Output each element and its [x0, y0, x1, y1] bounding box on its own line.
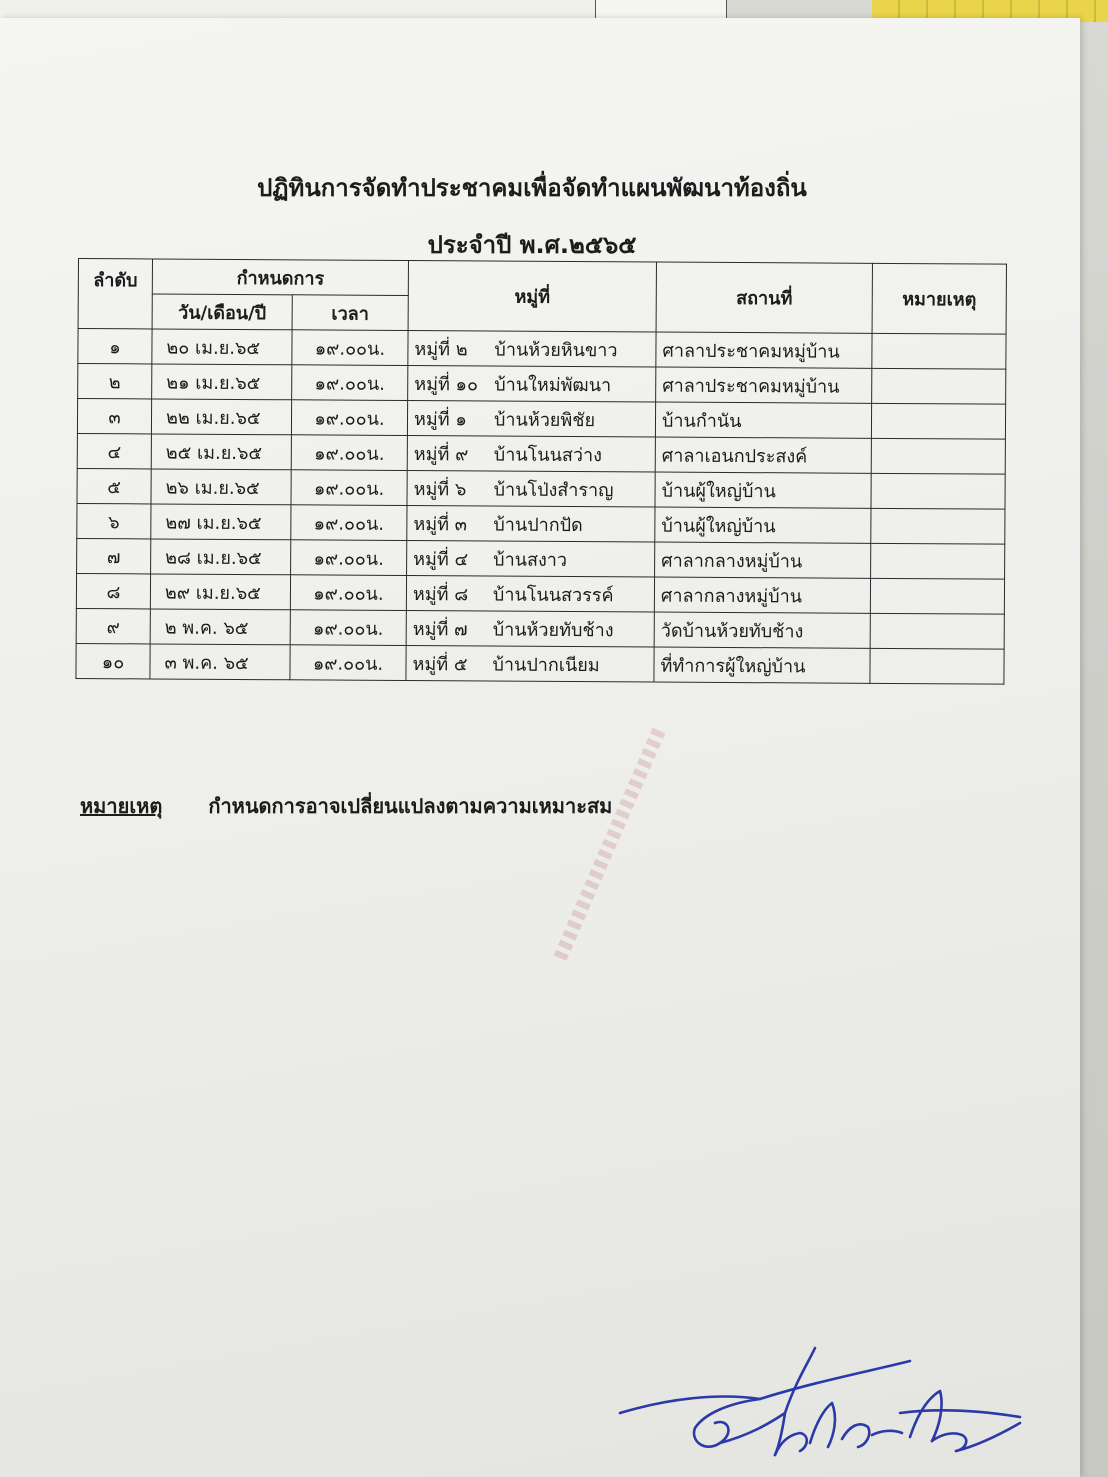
cell-remark [870, 648, 1004, 684]
cell-village-name: บ้านห้วยพิชัย [493, 409, 596, 431]
document-subtitle-year: ประจำปี พ.ศ.๒๕๖๕ [427, 231, 637, 259]
schedule-table [75, 258, 1007, 685]
cell-remark [872, 333, 1006, 369]
cell-time: ๑๙.๐๐น. [292, 365, 408, 401]
cell-place: บ้านผู้ใหญ่บ้าน [655, 507, 871, 543]
table-row [77, 433, 1005, 474]
cell-moo: หมู่ที่ ๑ [413, 408, 467, 430]
cell-remark [871, 403, 1005, 439]
table-row [77, 538, 1005, 579]
cell-date: ๒๐ เม.ย.๖๕ [152, 329, 292, 365]
cell-date: ๒๕ เม.ย.๖๕ [151, 434, 291, 470]
cell-remark [871, 473, 1005, 509]
cell-village-name: บ้านโนนสว่าง [493, 444, 602, 466]
header-schedule: กำหนดการ [152, 259, 408, 296]
cell-place: ศาลาประชาคมหมู่บ้าน [656, 367, 872, 403]
cell-place: ที่ทำการผู้ใหญ่บ้าน [654, 647, 870, 683]
footnote-text: กำหนดการอาจเปลี่ยนแปลงตามความเหมาะสม [208, 794, 613, 818]
cell-remark [871, 438, 1005, 474]
cell-order: ๕ [77, 468, 151, 503]
cell-order: ๑ [78, 329, 152, 364]
cell-remark [870, 578, 1004, 614]
cell-date: ๒๒ เม.ย.๖๕ [151, 399, 291, 435]
cell-time: ๑๙.๐๐น. [290, 610, 406, 646]
cell-place: ศาลากลางหมู่บ้าน [654, 577, 870, 613]
cell-village [407, 401, 655, 438]
cell-moo: หมู่ที่ ๒ [414, 338, 468, 360]
cell-village-name: บ้านปากเนียม [492, 654, 600, 676]
cell-time: ๑๙.๐๐น. [290, 645, 406, 681]
cell-date: ๓ พ.ค. ๖๕ [150, 644, 290, 680]
cell-moo: หมู่ที่ ๔ [413, 548, 469, 570]
cell-moo: หมู่ที่ ๙ [413, 443, 469, 465]
cell-village [406, 646, 654, 683]
cell-village [407, 541, 655, 578]
header-place: สถานที่ [656, 262, 872, 333]
header-remark: หมายเหตุ [872, 263, 1006, 334]
cell-village-name: บ้านใหม่พัฒนา [494, 374, 612, 396]
table-row [76, 573, 1004, 614]
cell-village-name: บ้านโป่งสำราญ [493, 479, 614, 501]
cell-village-name: บ้านโนนสวรรค์ [492, 584, 614, 606]
cell-order: ๒ [78, 364, 152, 399]
cell-village [407, 471, 655, 508]
cell-moo: หมู่ที่ ๖ [413, 478, 467, 500]
table-row [77, 503, 1005, 544]
cell-time: ๑๙.๐๐น. [292, 330, 408, 366]
cell-place: บ้านผู้ใหญ่บ้าน [655, 472, 871, 508]
cell-village [407, 436, 655, 473]
cell-village-name: บ้านสงาว [493, 549, 568, 571]
cell-village [406, 611, 654, 648]
cell-time: ๑๙.๐๐น. [291, 400, 407, 436]
cell-place: ศาลาประชาคมหมู่บ้าน [656, 332, 872, 368]
cell-village-name: บ้านห้วยหินขาว [494, 339, 618, 361]
cell-village [406, 576, 654, 613]
header-village: หมู่ที่ [408, 261, 656, 333]
header-time: เวลา [292, 295, 408, 331]
footnote-label: หมายเหตุ [80, 794, 163, 818]
cell-date: ๒๑ เม.ย.๖๕ [152, 364, 292, 400]
cell-date: ๒ พ.ค. ๖๕ [150, 609, 290, 645]
cell-date: ๒๖ เม.ย.๖๕ [151, 469, 291, 505]
cell-order: ๓ [77, 399, 151, 434]
cell-moo: หมู่ที่ ๘ [412, 583, 469, 605]
cell-place: วัดบ้านห้วยทับช้าง [654, 612, 870, 648]
header-date: วัน/เดือน/ปี [152, 294, 292, 330]
cell-order: ๘ [76, 573, 150, 608]
cell-place: ศาลาเอนกประสงค์ [655, 437, 871, 473]
faint-stamp-mark [540, 708, 680, 978]
cell-moo: หมู่ที่ ๕ [412, 653, 468, 675]
cell-place: บ้านกำนัน [655, 402, 871, 438]
footnote [80, 790, 612, 822]
table-row [78, 329, 1006, 370]
cell-time: ๑๙.๐๐น. [291, 540, 407, 576]
cell-village [407, 506, 655, 543]
cell-moo: หมู่ที่ ๗ [412, 618, 468, 640]
cell-time: ๑๙.๐๐น. [291, 470, 407, 506]
cell-order: ๔ [77, 433, 151, 468]
cell-moo: หมู่ที่ ๑๐ [414, 373, 479, 395]
cell-place: ศาลากลางหมู่บ้าน [655, 542, 871, 578]
cell-remark [872, 368, 1006, 404]
cell-moo: หมู่ที่ ๓ [413, 513, 468, 535]
cell-village [408, 331, 656, 368]
cell-time: ๑๙.๐๐น. [291, 505, 407, 541]
cell-order: ๙ [76, 608, 150, 643]
header-order: ลำดับ [78, 259, 152, 329]
cell-date: ๒๘ เม.ย.๖๕ [151, 539, 291, 575]
cell-village-name: บ้านปากปัด [493, 514, 583, 536]
table-row [76, 643, 1004, 684]
table-row [76, 608, 1004, 649]
cell-date: ๒๙ เม.ย.๖๕ [150, 574, 290, 610]
cell-remark [871, 543, 1005, 579]
document-sheet [0, 18, 1080, 1477]
cell-order: ๑๐ [76, 643, 150, 678]
cell-date: ๒๗ เม.ย.๖๕ [151, 504, 291, 540]
table-row [77, 399, 1005, 440]
cell-village [408, 366, 656, 403]
cell-order: ๗ [77, 538, 151, 573]
cell-time: ๑๙.๐๐น. [290, 575, 406, 611]
table-row [78, 364, 1006, 405]
table-row [77, 468, 1005, 509]
cell-remark [870, 613, 1004, 649]
cell-village-name: บ้านห้วยทับช้าง [492, 619, 614, 641]
document-title: ปฏิทินการจัดทำประชาคมเพื่อจัดทำแผนพัฒนาท้องถิ่น [257, 174, 807, 202]
signature-mark [610, 1343, 1030, 1473]
cell-remark [871, 508, 1005, 544]
cell-time: ๑๙.๐๐น. [291, 435, 407, 471]
cell-order: ๖ [77, 503, 151, 538]
